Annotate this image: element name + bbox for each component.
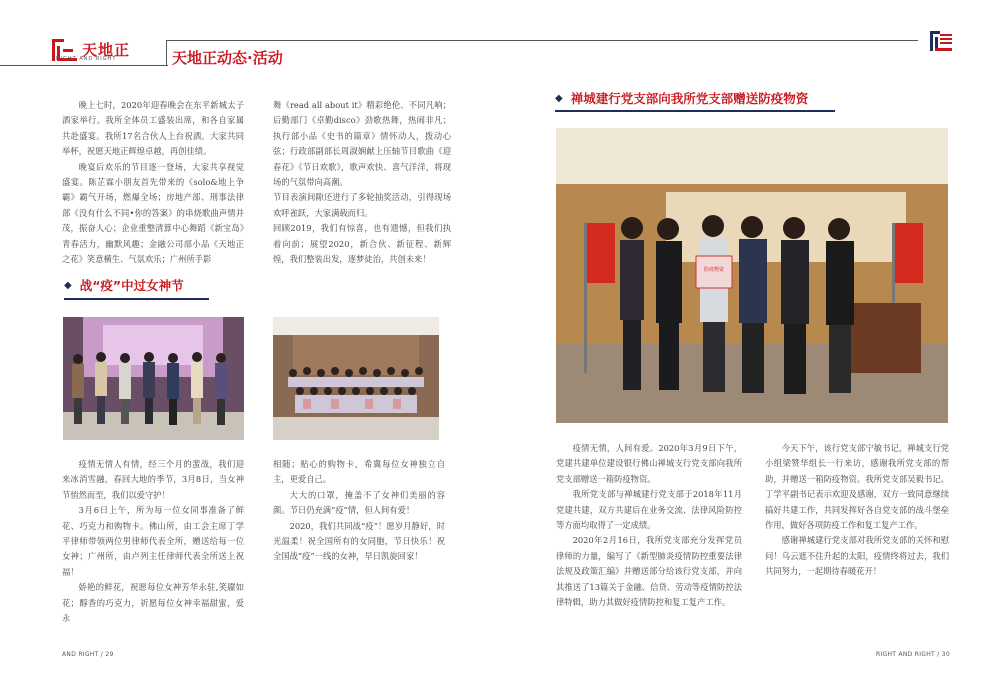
paragraph: 我所党支部与禅城建行党支部于2018年11月党建共建，双方共建后在业务交流、法律风险防控等方面均取得了一定成绩。: [556, 489, 742, 531]
paragraph: 今天下午，该行党支部宁敏书记，禅城支行党小组梁赞华组长一行来访，感谢我所党支部的帮助，并赠送一箱防疫物资。我所党支部吴毅书记、丁学平副书记表示欢迎及感谢，双方一致同意继续搞好共建工作，共同发挥好各自党支部的战斗堡垒作用，做好各项防疫工作和复工复产工作。: [765, 443, 949, 531]
womens-day-photo-1: [63, 317, 244, 440]
diamond-bullet-icon: ◆: [64, 279, 72, 291]
paragraph: 大大的口罩，掩盖不了女神们美丽的容颜。节日仍充满“疫”情，但人间有爱！: [273, 489, 445, 516]
womens-day-photo-2: [273, 317, 439, 440]
donation-photo: [556, 128, 948, 423]
paragraph: 晚宴后欢乐的节目逐一登场，大家共享视觉盛宴。陈芷霖小朋友首先带来的《solo&地上争霸》霸气开场，燃爆全场；房地产部、刑事法律部《没有什么不同•你的答案》的串烧歌曲声情并茂，振奋人心；企业重整清算中心舞蹈《新宝岛》青春活力，幽默风趣；金融公司部小品《天地正之花》笑意横生、气氛欢乐；广州所手影: [62, 161, 244, 265]
donation-column-2: [765, 441, 949, 580]
womens-day-column-1: [62, 457, 244, 626]
logo-mark-right-icon: [930, 30, 952, 52]
header-rule-left: [0, 65, 168, 66]
donation-heading: [555, 89, 808, 107]
heading-underline: [64, 298, 209, 300]
header-rule-top: [166, 40, 918, 41]
brand-name: 天地正: [82, 41, 131, 59]
section-title: 天地正动态·活动: [172, 49, 283, 67]
diamond-bullet-icon: ◆: [555, 92, 563, 104]
header-rule-bend: [166, 40, 167, 66]
paragraph: 疫情无情人有情，经三个月的蜚战，我们迎来冰消雪融，春回大地的季节，3月8日，当女神节悄然而至，我们以爱守护！: [62, 459, 244, 500]
paragraph: 娇艳的鲜花，祝愿每位女神芳华永驻,笑靥如花；醇香的巧克力，祈愿每位女神幸福甜蜜，爱永: [62, 582, 244, 624]
paragraph: 相随；贴心的购物卡，希冀每位女神独立自主，更爱自己。: [273, 459, 445, 485]
heading-underline: [555, 110, 835, 112]
womens-day-heading: [64, 276, 184, 294]
heading-text: 战“疫”中过女神节: [79, 278, 184, 293]
brand-tagline: RIGHT AND RIGHT: [56, 56, 117, 62]
paragraph: 感谢禅城建行党支部对我所党支部的关怀和慰问！乌云遮不住升起的太阳，疫情终将过去，我们共同努力，一起期待春暖花开！: [765, 535, 949, 577]
donation-column-1: [556, 441, 742, 610]
paragraph: 2020，我们共同战“疫”！愿岁月静好，时光温柔！祝全国所有的女同胞，节日快乐！祝全国战“疫”一线的女神，早日凯旋回家！: [273, 520, 445, 562]
paragraph: 疫情无情，人间有爱。2020年3月9日下午，党建共建单位建设银行佛山禅城支行党支部向我所党支部赠送一箱防疫物资。: [556, 443, 742, 484]
box-label: 防疫物资: [703, 267, 724, 273]
paragraph: 2020年2月16日，我所党支部充分发挥党员律师的力量，编写了《新型肺炎疫情防控重要法律法规及政策汇编》并赠送部分给该行党支部，并向其推送了13篇关于金融、信贷、劳动等疫情防控法律特辑，助力其做好疫情防控和复工复产工作。: [556, 535, 742, 608]
paragraph: 回顾2019，我们有惊喜，也有遗憾，但我们执着向前；展望2020，新合伙、新征程、新辉煌，我们整装出发，逐梦徒治，共创未来！: [273, 223, 451, 265]
article-column-2: [273, 98, 451, 267]
womens-day-column-2: [273, 457, 445, 565]
article-column-1: [62, 98, 244, 267]
paragraph: 晚上七时，2020年迎春晚会在东平新城太子酒家举行。我所全体员工盛装出席，和各自家属共赴盛宴。我所17名合伙人上台祝酒。大家共同举杯，祝愿天地正辉煌卓越，再创佳绩。: [62, 100, 244, 157]
page-footer-left: AND RIGHT / 29: [62, 651, 114, 658]
paragraph: 舞《read all about it》精彩绝伦、不同凡响；后勤部门《卓勤disco》劲歌热舞，热闹非凡；执行部小品《史书的篇章》情怀动人，拨动心弦；行政部副部长周淑娴献上压轴节目歌曲《迎春花》《节日欢歌》，歌声欢快、喜气洋洋，将现场的气氛带向高潮。: [273, 100, 451, 188]
paragraph: 3月6日上午，所为每一位女同事准备了鲜花、巧克力和购物卡。佛山所，由工会主席丁学平律师带领两位男律师代表全所，赠送给每一位女神；广州所，由卢列主任律师代表全所送上祝福！: [62, 505, 244, 577]
page-footer-right: RIGHT AND RIGHT / 30: [875, 651, 950, 658]
heading-text: 禅城建行党支部向我所党支部赠送防疫物资: [570, 91, 809, 106]
paragraph: 节目表演间隙还进行了多轮抽奖活动，引得现场欢呼雀跃，大家满载而归。: [273, 192, 451, 218]
